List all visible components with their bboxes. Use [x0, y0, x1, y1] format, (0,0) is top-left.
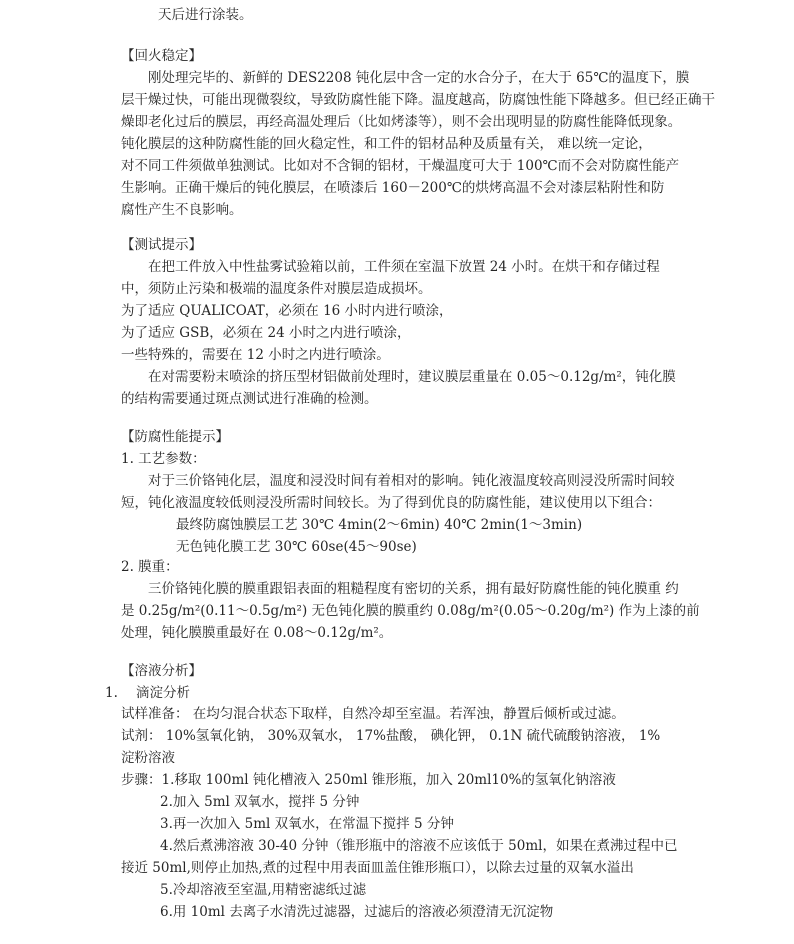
paragraph-line: 钝化膜层的这种防腐性能的回火稳定性，和工件的铝材品种及质量有关， 难以统一定论， [121, 136, 652, 152]
step-line: 6.用 10ml 去离子水清洗过滤器，过滤后的溶液必须澄清无沉淀物 [160, 904, 554, 920]
text-line: 天后进行涂装。 [158, 7, 253, 23]
step-line: 2.加入 5ml 双氧水，搅拌 5 分钟 [160, 794, 360, 810]
section-heading-solution-analysis: 【溶液分析】 [121, 663, 202, 679]
sub-heading: 2. 膜重： [121, 559, 179, 575]
sub-heading: 滴淀分析 [136, 685, 190, 701]
paragraph-line: 短，钝化液温度较低则浸没所需时间较长。为了得到优良的防腐性能，建议使用以下组合： [121, 495, 661, 511]
process-row: 无色钝化膜工艺 30℃ 60se(45～90se) [176, 539, 417, 555]
paragraph-line: 试剂： 10%氢氧化钠， 30%双氧水， 17%盐酸， 碘化钾， 0.1N 硫代硫酸钠溶液， 1% [121, 728, 661, 744]
paragraph-line: 腐性产生不良影响。 [121, 202, 243, 218]
paragraph-line: 生影响。正确干燥后的钝化膜层，在喷漆后 160－200℃的烘烤高温不会对漆层粘附性和防 [121, 180, 665, 196]
paragraph-line: 处理，钝化膜膜重最好在 0.08～0.12g/m²。 [121, 625, 393, 641]
step-line: 步骤：1.移取 100ml 钝化槽液入 250ml 锥形瓶，加入 20ml10%的氢氧化钠溶液 [121, 772, 616, 788]
list-number: 1. [105, 685, 118, 701]
section-heading-tempering-stability: 【回火稳定】 [121, 48, 202, 64]
process-row: 最终防腐蚀膜层工艺 30℃ 4min(2～6min) 40℃ 2min(1～3min) [176, 517, 583, 533]
paragraph-line: 淀粉溶液 [121, 750, 175, 766]
paragraph-line: 中，须防止污染和极端的温度条件对膜层造成损坏。 [121, 281, 432, 297]
sub-heading: 1. 工艺参数： [121, 451, 206, 467]
paragraph-line: 的结构需要通过斑点测试进行准确的检测。 [121, 391, 378, 407]
step-line: 4.然后煮沸溶液 30-40 分钟（锥形瓶中的溶液不应该低于 50ml，如果在煮沸过程中已 [160, 838, 678, 854]
step-line: 5.冷却溶液至室温,用精密滤纸过滤 [160, 882, 367, 898]
paragraph-line: 对于三价铬钝化层，温度和浸没时间有着相对的影响。钝化液温度较高则浸没所需时间较 [148, 473, 675, 489]
step-line: 接近 50ml,则停止加热,煮的过程中用表面皿盖住锥形瓶口），以除去过量的双氧水溢出 [121, 860, 634, 876]
paragraph-line: 层干燥过快，可能出现微裂纹，导致防腐性能下降。温度越高，防腐蚀性能下降越多。但已经正确干 [121, 92, 715, 108]
paragraph-line: 一些特殊的，需要在 12 小时之内进行喷涂。 [121, 347, 390, 363]
step-line: 3.再一次加入 5ml 双氧水，在常温下搅拌 5 分钟 [160, 816, 454, 832]
paragraph-line: 为了适应 GSB，必须在 24 小时之内进行喷涂， [121, 325, 411, 341]
paragraph-line: 是 0.25g/m²(0.11～0.5g/m²) 无色钝化膜的膜重约 0.08g/m²(0.05～0.20g/m²) 作为上漆的前 [121, 603, 700, 619]
paragraph-line: 三价铬钝化膜的膜重跟铝表面的粗糙程度有密切的关系，拥有最好防腐性能的钝化膜重 约 [148, 581, 679, 597]
paragraph-line: 为了适应 QUALICOAT，必须在 16 小时内进行喷涂， [121, 303, 453, 319]
paragraph-line: 刚处理完毕的、新鲜的 DES2208 钝化层中含一定的水合分子，在大于 65℃的温度下，膜 [148, 70, 690, 86]
paragraph-line: 对不同工件须做单独测试。比如对不含铜的铝材，干燥温度可大于 100℃而不会对防腐性能产 [121, 158, 680, 174]
section-heading-test-tips: 【测试提示】 [121, 237, 202, 253]
paragraph-line: 在对需要粉末喷涂的挤压型材铝做前处理时，建议膜层重量在 0.05～0.12g/m²，钝化膜 [148, 369, 676, 385]
paragraph-line: 在把工件放入中性盐雾试验箱以前，工件须在室温下放置 24 小时。在烘干和存储过程 [148, 259, 660, 275]
paragraph-line: 试样准备： 在均匀混合状态下取样，自然冷却至室温。若浑浊，静置后倾析或过滤。 [121, 706, 625, 722]
paragraph-line: 燥即老化过后的膜层，再经高温处理后（比如烤漆等），则不会出现明显的防腐性能降低现象。 [121, 114, 682, 130]
section-heading-corrosion-tips: 【防腐性能提示】 [121, 429, 229, 445]
